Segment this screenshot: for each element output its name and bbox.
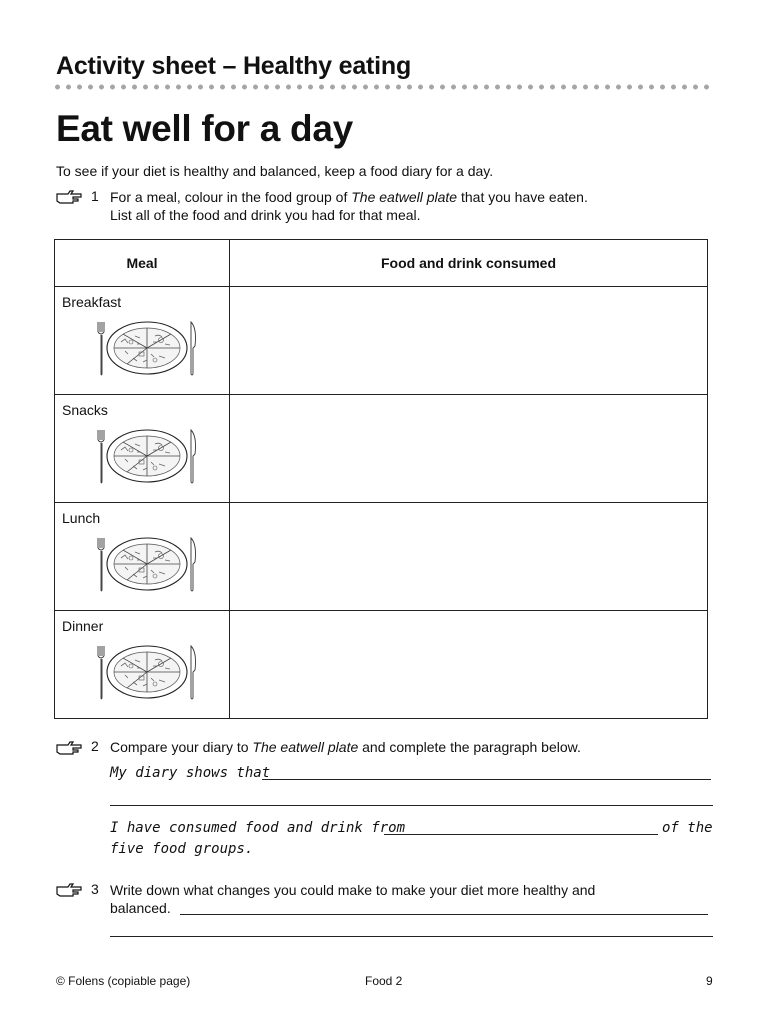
intro-text: To see if your diet is healthy and balanced, keep a food diary for a day. <box>56 163 494 179</box>
meal-label: Dinner <box>62 618 104 634</box>
step-2-pre: Compare your diary to <box>110 739 253 755</box>
diary-shows-label: My diary shows that <box>110 765 271 781</box>
footer-page-number: 9 <box>706 974 713 988</box>
step-3-line-2: balanced. <box>110 900 171 916</box>
page-title: Eat well for a day <box>56 108 353 149</box>
pointing-hand-icon <box>56 741 82 755</box>
step-1-number: 1 <box>91 188 99 204</box>
step-2-instruction <box>110 738 581 756</box>
food-entry-cell[interactable] <box>230 611 708 719</box>
changes-answer-line[interactable] <box>180 914 708 915</box>
meal-cell <box>55 395 230 503</box>
table-row <box>55 395 708 503</box>
consumed-from-label: I have consumed food and drink from <box>110 820 406 836</box>
food-diary-table <box>54 239 708 719</box>
pointing-hand-icon <box>56 883 82 897</box>
step-2-number: 2 <box>91 738 99 754</box>
meal-cell <box>55 611 230 719</box>
step-1-line-1-pre: For a meal, colour in the food group of <box>110 189 352 205</box>
dotted-divider <box>52 84 712 90</box>
diary-shows-answer-line-2[interactable] <box>110 805 713 806</box>
diary-shows-answer-line[interactable] <box>262 779 711 780</box>
step-2-italic: The eatwell plate <box>252 739 359 755</box>
five-food-groups-label: five food groups. <box>110 841 254 857</box>
step-1-line-1-italic: The eatwell plate <box>351 189 458 205</box>
food-entry-cell[interactable] <box>230 395 708 503</box>
pointing-hand-icon <box>56 190 82 204</box>
meal-cell <box>55 287 230 395</box>
food-groups-count-answer-line[interactable] <box>384 834 658 835</box>
step-2-post: and complete the paragraph below. <box>358 739 581 755</box>
eatwell-plate-icon <box>91 642 203 702</box>
eatwell-plate-icon <box>91 426 203 486</box>
changes-answer-line-2[interactable] <box>110 936 713 937</box>
step-3-line-1: Write down what changes you could make to make your diet more healthy and <box>110 882 596 898</box>
step-1-line-1 <box>110 188 588 206</box>
table-row <box>55 503 708 611</box>
meal-label: Breakfast <box>62 294 122 310</box>
column-header-food-and-drink: Food and drink consumed <box>230 240 708 287</box>
footer-unit: Food 2 <box>365 974 403 988</box>
of-the-label: of the <box>662 820 713 836</box>
step-3-number: 3 <box>91 881 99 897</box>
footer-copyright: © Folens (copiable page) <box>56 974 191 988</box>
meal-label: Lunch <box>62 510 101 526</box>
table-header-row <box>55 240 708 287</box>
meal-cell <box>55 503 230 611</box>
eatwell-plate-icon <box>91 318 203 378</box>
eatwell-plate-icon <box>91 534 203 594</box>
sheet-header-title: Activity sheet – Healthy eating <box>56 52 412 80</box>
column-header-meal: Meal <box>55 240 230 287</box>
food-entry-cell[interactable] <box>230 287 708 395</box>
table-row <box>55 611 708 719</box>
step-1-line-1-post: that you have eaten. <box>457 189 588 205</box>
step-1-line-2: List all of the food and drink you had for that meal. <box>110 207 421 223</box>
table-row <box>55 287 708 395</box>
food-entry-cell[interactable] <box>230 503 708 611</box>
meal-label: Snacks <box>62 402 108 418</box>
